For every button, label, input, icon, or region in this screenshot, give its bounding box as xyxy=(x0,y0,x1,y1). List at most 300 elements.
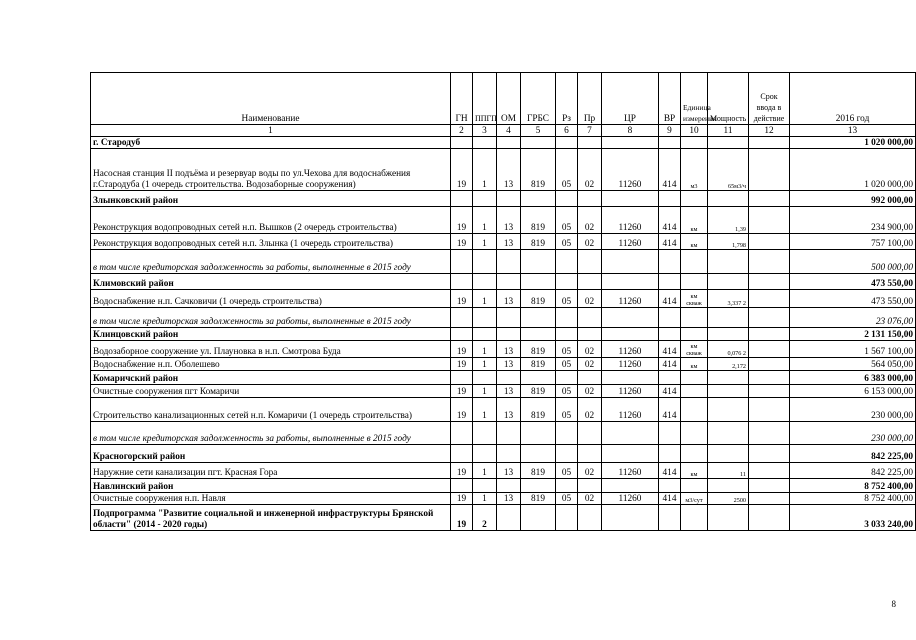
item-row xyxy=(91,207,916,234)
empty-cell xyxy=(521,422,556,445)
empty-cell xyxy=(521,274,556,290)
empty-cell xyxy=(749,250,790,274)
pr-cell: 02 xyxy=(578,385,602,398)
rz-cell: 05 xyxy=(556,290,578,308)
rz-cell: 05 xyxy=(556,398,578,422)
empty-cell xyxy=(473,308,497,328)
empty-cell xyxy=(602,505,659,531)
empty-cell xyxy=(659,308,681,328)
gn-cell: 19 xyxy=(451,385,473,398)
item-row xyxy=(91,398,916,422)
section-total: 473 550,00 xyxy=(790,274,916,290)
header-cell: ОМ xyxy=(497,73,521,125)
empty-cell xyxy=(497,445,521,463)
empty-cell xyxy=(602,191,659,207)
pr-cell: 02 xyxy=(578,341,602,358)
vr-cell: 414 xyxy=(659,234,681,250)
section-row xyxy=(91,137,916,149)
empty-cell xyxy=(556,137,578,149)
unit-cell: км xyxy=(681,463,708,479)
ppgp-cell: 1 xyxy=(473,493,497,505)
col-number: 7 xyxy=(578,125,602,137)
term-cell xyxy=(749,149,790,191)
empty-cell xyxy=(521,479,556,493)
empty-cell xyxy=(578,505,602,531)
grbs-cell: 819 xyxy=(521,290,556,308)
gn-cell: 19 xyxy=(451,234,473,250)
section-row xyxy=(91,445,916,463)
item-name: Очистные сооружения н.п. Навля xyxy=(91,493,451,505)
empty-cell xyxy=(556,505,578,531)
empty-cell xyxy=(659,445,681,463)
ppgp-cell: 1 xyxy=(473,341,497,358)
ppgp-cell xyxy=(473,137,497,149)
col-number: 8 xyxy=(602,125,659,137)
grbs-cell: 819 xyxy=(521,358,556,371)
om-cell: 13 xyxy=(497,463,521,479)
item-row xyxy=(91,149,916,191)
empty-cell xyxy=(659,250,681,274)
ppgp-cell: 1 xyxy=(473,234,497,250)
empty-cell xyxy=(578,274,602,290)
gn-cell: 19 xyxy=(451,398,473,422)
note-text: в том числе кредиторская задолженность за работы, выполненные в 2015 году xyxy=(91,308,451,328)
rz-cell: 05 xyxy=(556,234,578,250)
empty-cell xyxy=(749,308,790,328)
empty-cell xyxy=(681,191,708,207)
power-cell: 1,798 xyxy=(708,234,749,250)
unit-cell: км скваж xyxy=(681,341,708,358)
rz-cell: 05 xyxy=(556,207,578,234)
ppgp-cell: 1 xyxy=(473,463,497,479)
amount-cell: 564 050,00 xyxy=(790,358,916,371)
unit-cell: км xyxy=(681,207,708,234)
ppgp-cell: 1 xyxy=(473,358,497,371)
section-total: 1 020 000,00 xyxy=(790,137,916,149)
unit-cell: м3 xyxy=(681,149,708,191)
empty-cell xyxy=(451,250,473,274)
vr-cell: 414 xyxy=(659,149,681,191)
section-name: Клинцовский район xyxy=(91,328,451,341)
header-cell: ГРБС xyxy=(521,73,556,125)
note-row xyxy=(91,250,916,274)
empty-cell xyxy=(521,191,556,207)
section-name: г. Стародуб xyxy=(91,137,451,149)
empty-cell xyxy=(578,191,602,207)
item-name: Водоснабжение н.п. Оболешево xyxy=(91,358,451,371)
power-cell: 1,39 xyxy=(708,207,749,234)
grbs-cell: 819 xyxy=(521,463,556,479)
rz-cell: 05 xyxy=(556,341,578,358)
header-cell: Единица измерения xyxy=(681,73,708,125)
empty-cell xyxy=(659,505,681,531)
om-cell: 13 xyxy=(497,398,521,422)
item-name: Реконструкция водопроводных сетей н.п. Вышков (2 очередь строительства) xyxy=(91,207,451,234)
vr-cell: 414 xyxy=(659,341,681,358)
empty-cell xyxy=(708,191,749,207)
empty-cell xyxy=(451,308,473,328)
section-row xyxy=(91,371,916,385)
om-cell: 13 xyxy=(497,341,521,358)
power-cell: 65м3/ч xyxy=(708,149,749,191)
amount-cell: 8 752 400,00 xyxy=(790,493,916,505)
empty-cell xyxy=(659,371,681,385)
empty-cell xyxy=(521,308,556,328)
empty-cell xyxy=(681,137,708,149)
ppgp-cell xyxy=(473,328,497,341)
empty-cell xyxy=(749,191,790,207)
grbs-cell: 819 xyxy=(521,234,556,250)
empty-cell xyxy=(659,479,681,493)
power-cell: 11 xyxy=(708,463,749,479)
item-name: Реконструкция водопроводных сетей н.п. Злынка (1 очередь строительства) xyxy=(91,234,451,250)
pr-cell: 02 xyxy=(578,398,602,422)
empty-cell xyxy=(497,328,521,341)
header-cell: ЦР xyxy=(602,73,659,125)
empty-cell xyxy=(497,371,521,385)
grbs-cell: 819 xyxy=(521,398,556,422)
section-row xyxy=(91,191,916,207)
note-row xyxy=(91,422,916,445)
om-cell: 13 xyxy=(497,290,521,308)
col-number: 5 xyxy=(521,125,556,137)
cr-cell: 11260 xyxy=(602,385,659,398)
cr-cell: 11260 xyxy=(602,493,659,505)
empty-cell xyxy=(708,137,749,149)
gn-cell: 19 xyxy=(451,358,473,371)
power-cell xyxy=(708,398,749,422)
col-number: 12 xyxy=(749,125,790,137)
section-row xyxy=(91,274,916,290)
gn-cell: 19 xyxy=(451,207,473,234)
empty-cell xyxy=(681,250,708,274)
header-cell: Наименование xyxy=(91,73,451,125)
item-name: Наружние сети канализации пгт. Красная Гора xyxy=(91,463,451,479)
amount-cell: 1 020 000,00 xyxy=(790,149,916,191)
empty-cell xyxy=(708,328,749,341)
empty-cell xyxy=(749,445,790,463)
empty-cell xyxy=(521,250,556,274)
gn-cell xyxy=(451,328,473,341)
empty-cell xyxy=(602,371,659,385)
grbs-cell: 819 xyxy=(521,385,556,398)
empty-cell xyxy=(556,479,578,493)
section-total: 992 000,00 xyxy=(790,191,916,207)
gn-cell: 19 xyxy=(451,505,473,531)
empty-cell xyxy=(681,479,708,493)
amount-cell: 230 000,00 xyxy=(790,398,916,422)
empty-cell xyxy=(659,328,681,341)
empty-cell xyxy=(497,137,521,149)
gn-cell: 19 xyxy=(451,149,473,191)
section-row xyxy=(91,479,916,493)
empty-cell xyxy=(749,328,790,341)
col-number: 9 xyxy=(659,125,681,137)
pr-cell: 02 xyxy=(578,290,602,308)
item-row xyxy=(91,290,916,308)
gn-cell xyxy=(451,479,473,493)
cr-cell: 11260 xyxy=(602,463,659,479)
pr-cell: 02 xyxy=(578,234,602,250)
cr-cell: 11260 xyxy=(602,207,659,234)
section-name: Комаричский район xyxy=(91,371,451,385)
empty-cell xyxy=(556,445,578,463)
item-name: Очистные сооружения пгт Комаричи xyxy=(91,385,451,398)
om-cell: 13 xyxy=(497,234,521,250)
header-cell: ГН xyxy=(451,73,473,125)
empty-cell xyxy=(521,505,556,531)
empty-cell xyxy=(556,274,578,290)
empty-cell xyxy=(556,250,578,274)
empty-cell xyxy=(749,479,790,493)
term-cell xyxy=(749,290,790,308)
empty-cell xyxy=(602,422,659,445)
section-total: 3 033 240,00 xyxy=(790,505,916,531)
empty-cell xyxy=(556,371,578,385)
empty-cell xyxy=(602,479,659,493)
table-body xyxy=(91,73,916,531)
empty-cell xyxy=(521,137,556,149)
col-number: 11 xyxy=(708,125,749,137)
empty-cell xyxy=(659,274,681,290)
empty-cell xyxy=(708,308,749,328)
ppgp-cell xyxy=(473,479,497,493)
ppgp-cell: 1 xyxy=(473,207,497,234)
col-number: 10 xyxy=(681,125,708,137)
pr-cell: 02 xyxy=(578,149,602,191)
vr-cell: 414 xyxy=(659,207,681,234)
gn-cell: 19 xyxy=(451,493,473,505)
pr-cell: 02 xyxy=(578,358,602,371)
empty-cell xyxy=(578,445,602,463)
ppgp-cell xyxy=(473,274,497,290)
vr-cell: 414 xyxy=(659,398,681,422)
empty-cell xyxy=(578,422,602,445)
item-row xyxy=(91,358,916,371)
section-total: 2 131 150,00 xyxy=(790,328,916,341)
note-row xyxy=(91,308,916,328)
empty-cell xyxy=(708,274,749,290)
empty-cell xyxy=(659,422,681,445)
empty-cell xyxy=(578,479,602,493)
vr-cell: 414 xyxy=(659,290,681,308)
empty-cell xyxy=(497,250,521,274)
section-name: Подпрограмма "Развитие социальной и инженерной инфраструктуры Брянской области" (2014 - 2020 годы) xyxy=(91,505,451,531)
empty-cell xyxy=(497,308,521,328)
gn-cell xyxy=(451,191,473,207)
section-name: Красногорский район xyxy=(91,445,451,463)
empty-cell xyxy=(749,505,790,531)
rz-cell: 05 xyxy=(556,358,578,371)
empty-cell xyxy=(497,422,521,445)
om-cell: 13 xyxy=(497,358,521,371)
gn-cell: 19 xyxy=(451,341,473,358)
section-row xyxy=(91,328,916,341)
empty-cell xyxy=(521,371,556,385)
pr-cell: 02 xyxy=(578,463,602,479)
section-name: Климовский район xyxy=(91,274,451,290)
ppgp-cell: 1 xyxy=(473,385,497,398)
unit-cell: км xyxy=(681,358,708,371)
col-number: 2 xyxy=(451,125,473,137)
rz-cell: 05 xyxy=(556,385,578,398)
amount-cell: 1 567 100,00 xyxy=(790,341,916,358)
empty-cell xyxy=(749,274,790,290)
section-name: Злынковский район xyxy=(91,191,451,207)
empty-cell xyxy=(602,328,659,341)
item-name: Водоснабжение н.п. Сачковичи (1 очередь строительства) xyxy=(91,290,451,308)
header-cell: Срок ввода в действие xyxy=(749,73,790,125)
header-cell: Мощность xyxy=(708,73,749,125)
grbs-cell: 819 xyxy=(521,149,556,191)
rz-cell: 05 xyxy=(556,463,578,479)
empty-cell xyxy=(556,422,578,445)
term-cell xyxy=(749,234,790,250)
item-name: Строительство канализационных сетей н.п. Комаричи (1 очередь строительства) xyxy=(91,398,451,422)
unit-cell xyxy=(681,398,708,422)
gn-cell xyxy=(451,137,473,149)
col-number: 1 xyxy=(91,125,451,137)
power-cell: 2500 xyxy=(708,493,749,505)
section-total: 6 383 000,00 xyxy=(790,371,916,385)
cr-cell: 11260 xyxy=(602,358,659,371)
ppgp-cell xyxy=(473,445,497,463)
column-number-row xyxy=(91,125,916,137)
header-row xyxy=(91,73,916,125)
note-amount: 230 000,00 xyxy=(790,422,916,445)
cr-cell: 11260 xyxy=(602,398,659,422)
power-cell xyxy=(708,385,749,398)
note-text: в том числе кредиторская задолженность за работы, выполненные в 2015 году xyxy=(91,422,451,445)
empty-cell xyxy=(681,505,708,531)
om-cell: 13 xyxy=(497,207,521,234)
ppgp-cell: 1 xyxy=(473,149,497,191)
page-number: 8 xyxy=(891,599,896,609)
pr-cell: 02 xyxy=(578,493,602,505)
grbs-cell: 819 xyxy=(521,493,556,505)
term-cell xyxy=(749,463,790,479)
item-name: Насосная станция II подъёма и резервуар воды по ул.Чехова для водоснабжения г.Стародуба (1 очередь строительства. Водозаборные сооружения) xyxy=(91,149,451,191)
cr-cell: 11260 xyxy=(602,341,659,358)
term-cell xyxy=(749,358,790,371)
empty-cell xyxy=(521,445,556,463)
amount-cell: 6 153 000,00 xyxy=(790,385,916,398)
col-number: 6 xyxy=(556,125,578,137)
unit-cell: км xyxy=(681,234,708,250)
section-total: 842 225,00 xyxy=(790,445,916,463)
empty-cell xyxy=(578,137,602,149)
empty-cell xyxy=(578,371,602,385)
empty-cell xyxy=(681,328,708,341)
item-row xyxy=(91,463,916,479)
rz-cell: 05 xyxy=(556,149,578,191)
ppgp-cell: 1 xyxy=(473,290,497,308)
empty-cell xyxy=(708,445,749,463)
ppgp-cell xyxy=(473,371,497,385)
empty-cell xyxy=(556,308,578,328)
item-row xyxy=(91,385,916,398)
col-number: 13 xyxy=(790,125,916,137)
amount-cell: 757 100,00 xyxy=(790,234,916,250)
amount-cell: 473 550,00 xyxy=(790,290,916,308)
unit-cell: м3/сут xyxy=(681,493,708,505)
pr-cell: 02 xyxy=(578,207,602,234)
vr-cell: 414 xyxy=(659,493,681,505)
header-cell: ВР xyxy=(659,73,681,125)
grbs-cell: 819 xyxy=(521,341,556,358)
vr-cell: 414 xyxy=(659,358,681,371)
empty-cell xyxy=(602,250,659,274)
cr-cell: 11260 xyxy=(602,234,659,250)
empty-cell xyxy=(578,250,602,274)
om-cell: 13 xyxy=(497,385,521,398)
empty-cell xyxy=(681,274,708,290)
empty-cell xyxy=(681,371,708,385)
gn-cell: 19 xyxy=(451,463,473,479)
subprogram-row xyxy=(91,505,916,531)
section-total: 8 752 400,00 xyxy=(790,479,916,493)
om-cell: 13 xyxy=(497,493,521,505)
header-cell: ППГП xyxy=(473,73,497,125)
item-row xyxy=(91,493,916,505)
empty-cell xyxy=(602,445,659,463)
col-number: 4 xyxy=(497,125,521,137)
empty-cell xyxy=(497,505,521,531)
empty-cell xyxy=(749,371,790,385)
empty-cell xyxy=(708,250,749,274)
item-row xyxy=(91,341,916,358)
cr-cell: 11260 xyxy=(602,149,659,191)
section-name: Навлинский район xyxy=(91,479,451,493)
rz-cell: 05 xyxy=(556,493,578,505)
power-cell: 3,337 2 xyxy=(708,290,749,308)
empty-cell xyxy=(749,137,790,149)
empty-cell xyxy=(681,308,708,328)
ppgp-cell xyxy=(473,191,497,207)
note-amount: 23 076,00 xyxy=(790,308,916,328)
amount-cell: 234 900,00 xyxy=(790,207,916,234)
header-cell: Рз xyxy=(556,73,578,125)
empty-cell xyxy=(497,191,521,207)
empty-cell xyxy=(602,308,659,328)
empty-cell xyxy=(451,422,473,445)
empty-cell xyxy=(681,445,708,463)
empty-cell xyxy=(578,308,602,328)
power-cell: 2,172 xyxy=(708,358,749,371)
power-cell: 0,076 2 xyxy=(708,341,749,358)
ppgp-cell: 2 xyxy=(473,505,497,531)
gn-cell xyxy=(451,445,473,463)
empty-cell xyxy=(602,137,659,149)
empty-cell xyxy=(497,479,521,493)
empty-cell xyxy=(578,328,602,341)
empty-cell xyxy=(497,274,521,290)
header-cell: 2016 год xyxy=(790,73,916,125)
gn-cell xyxy=(451,371,473,385)
empty-cell xyxy=(659,137,681,149)
empty-cell xyxy=(602,274,659,290)
term-cell xyxy=(749,398,790,422)
empty-cell xyxy=(708,422,749,445)
unit-cell xyxy=(681,385,708,398)
empty-cell xyxy=(681,422,708,445)
header-cell: Пр xyxy=(578,73,602,125)
col-number: 3 xyxy=(473,125,497,137)
empty-cell xyxy=(708,505,749,531)
budget-table xyxy=(90,72,916,531)
gn-cell: 19 xyxy=(451,290,473,308)
term-cell xyxy=(749,341,790,358)
